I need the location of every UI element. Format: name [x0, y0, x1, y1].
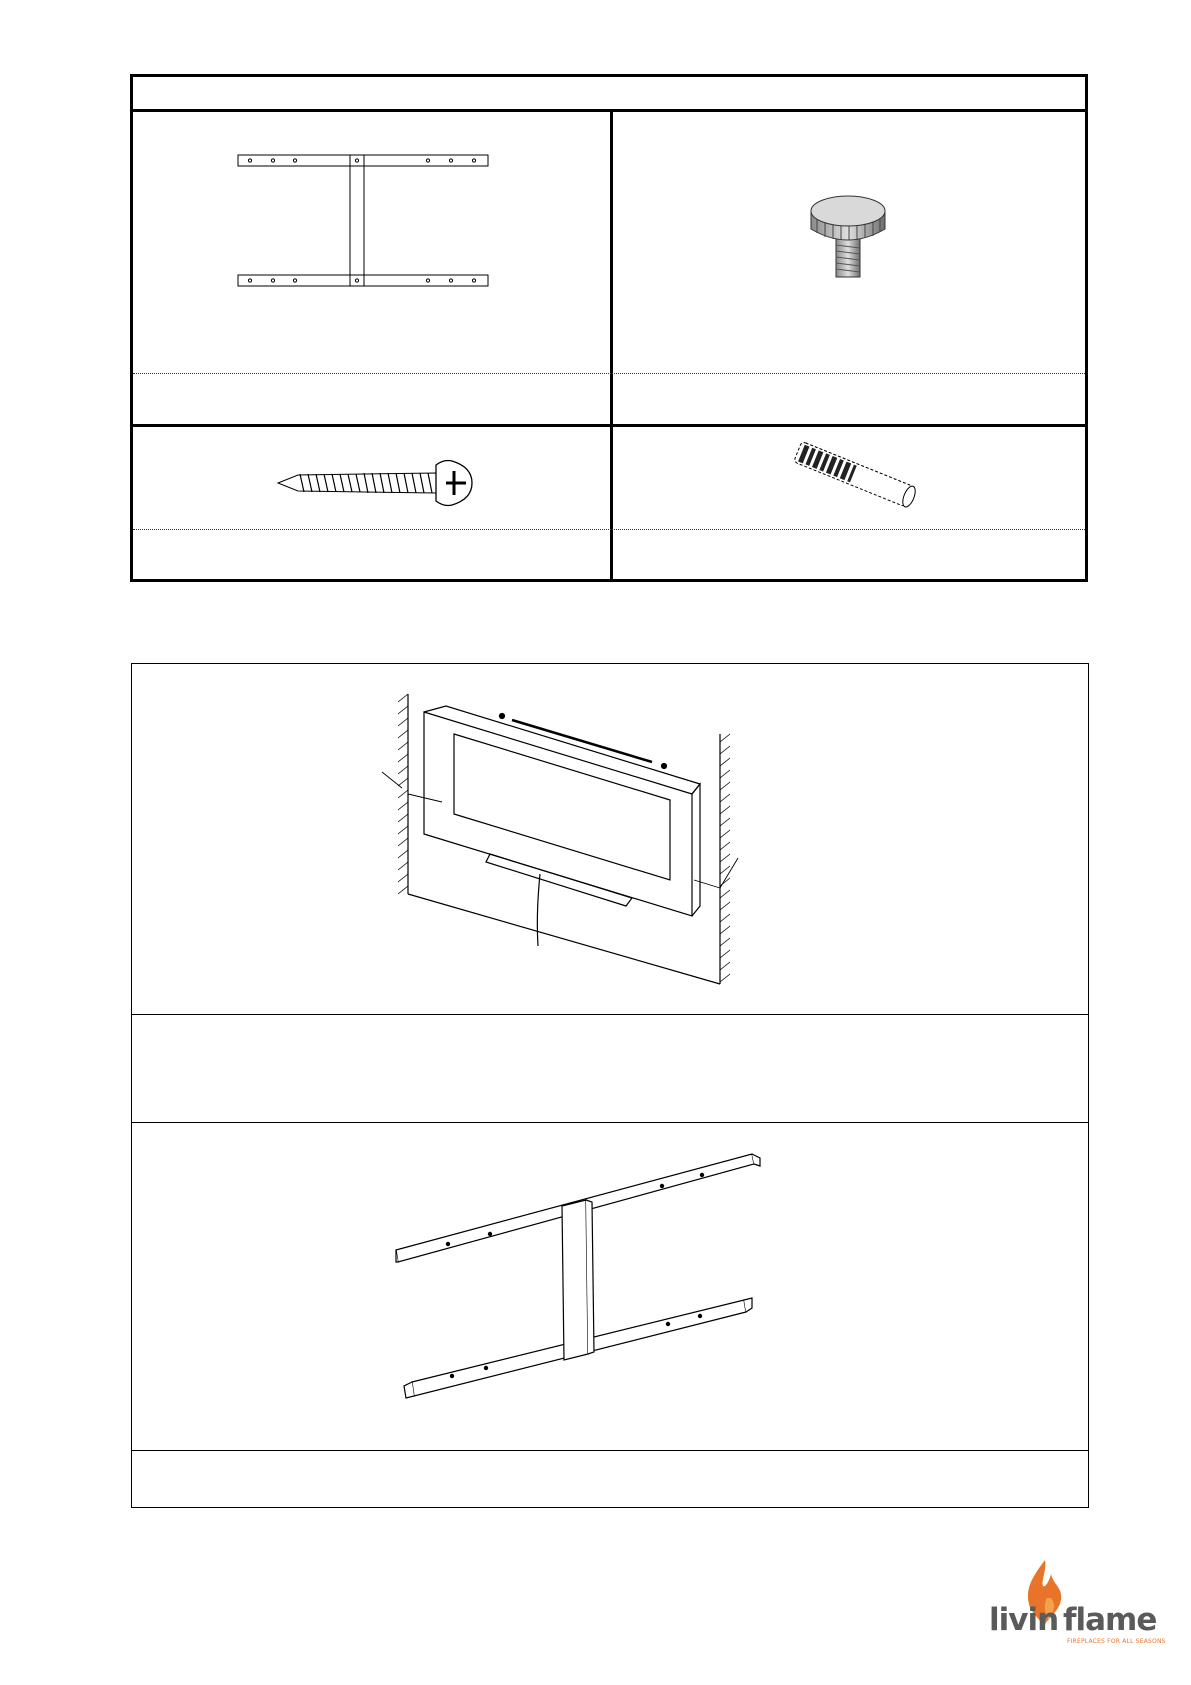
parts-table — [130, 74, 1088, 582]
figure1-divider — [132, 1014, 1088, 1015]
header-divider — [133, 109, 1085, 112]
logo-tagline: FIREPLACES FOR ALL SEASONS — [1067, 1638, 1166, 1645]
installation-table — [131, 663, 1089, 1508]
row-divider — [133, 424, 1085, 427]
row2-caption-divider — [133, 529, 1085, 530]
caption-divider — [132, 1122, 1088, 1123]
brand-logo — [985, 1558, 1166, 1648]
wall-plug-drawing — [783, 435, 923, 515]
wall-bracket-drawing — [238, 155, 488, 290]
fireplace-clearance-drawing — [362, 684, 782, 1004]
figure2-divider — [132, 1450, 1088, 1451]
column-divider — [610, 110, 613, 579]
logo-word-flame: flame — [1063, 1602, 1157, 1638]
thumb-screw-drawing — [805, 191, 895, 281]
row1-caption-divider — [133, 373, 1085, 374]
wall-bracket-perspective-drawing — [392, 1142, 792, 1442]
wood-screw-drawing — [276, 457, 476, 507]
logo-word-livin: livin — [989, 1602, 1059, 1638]
